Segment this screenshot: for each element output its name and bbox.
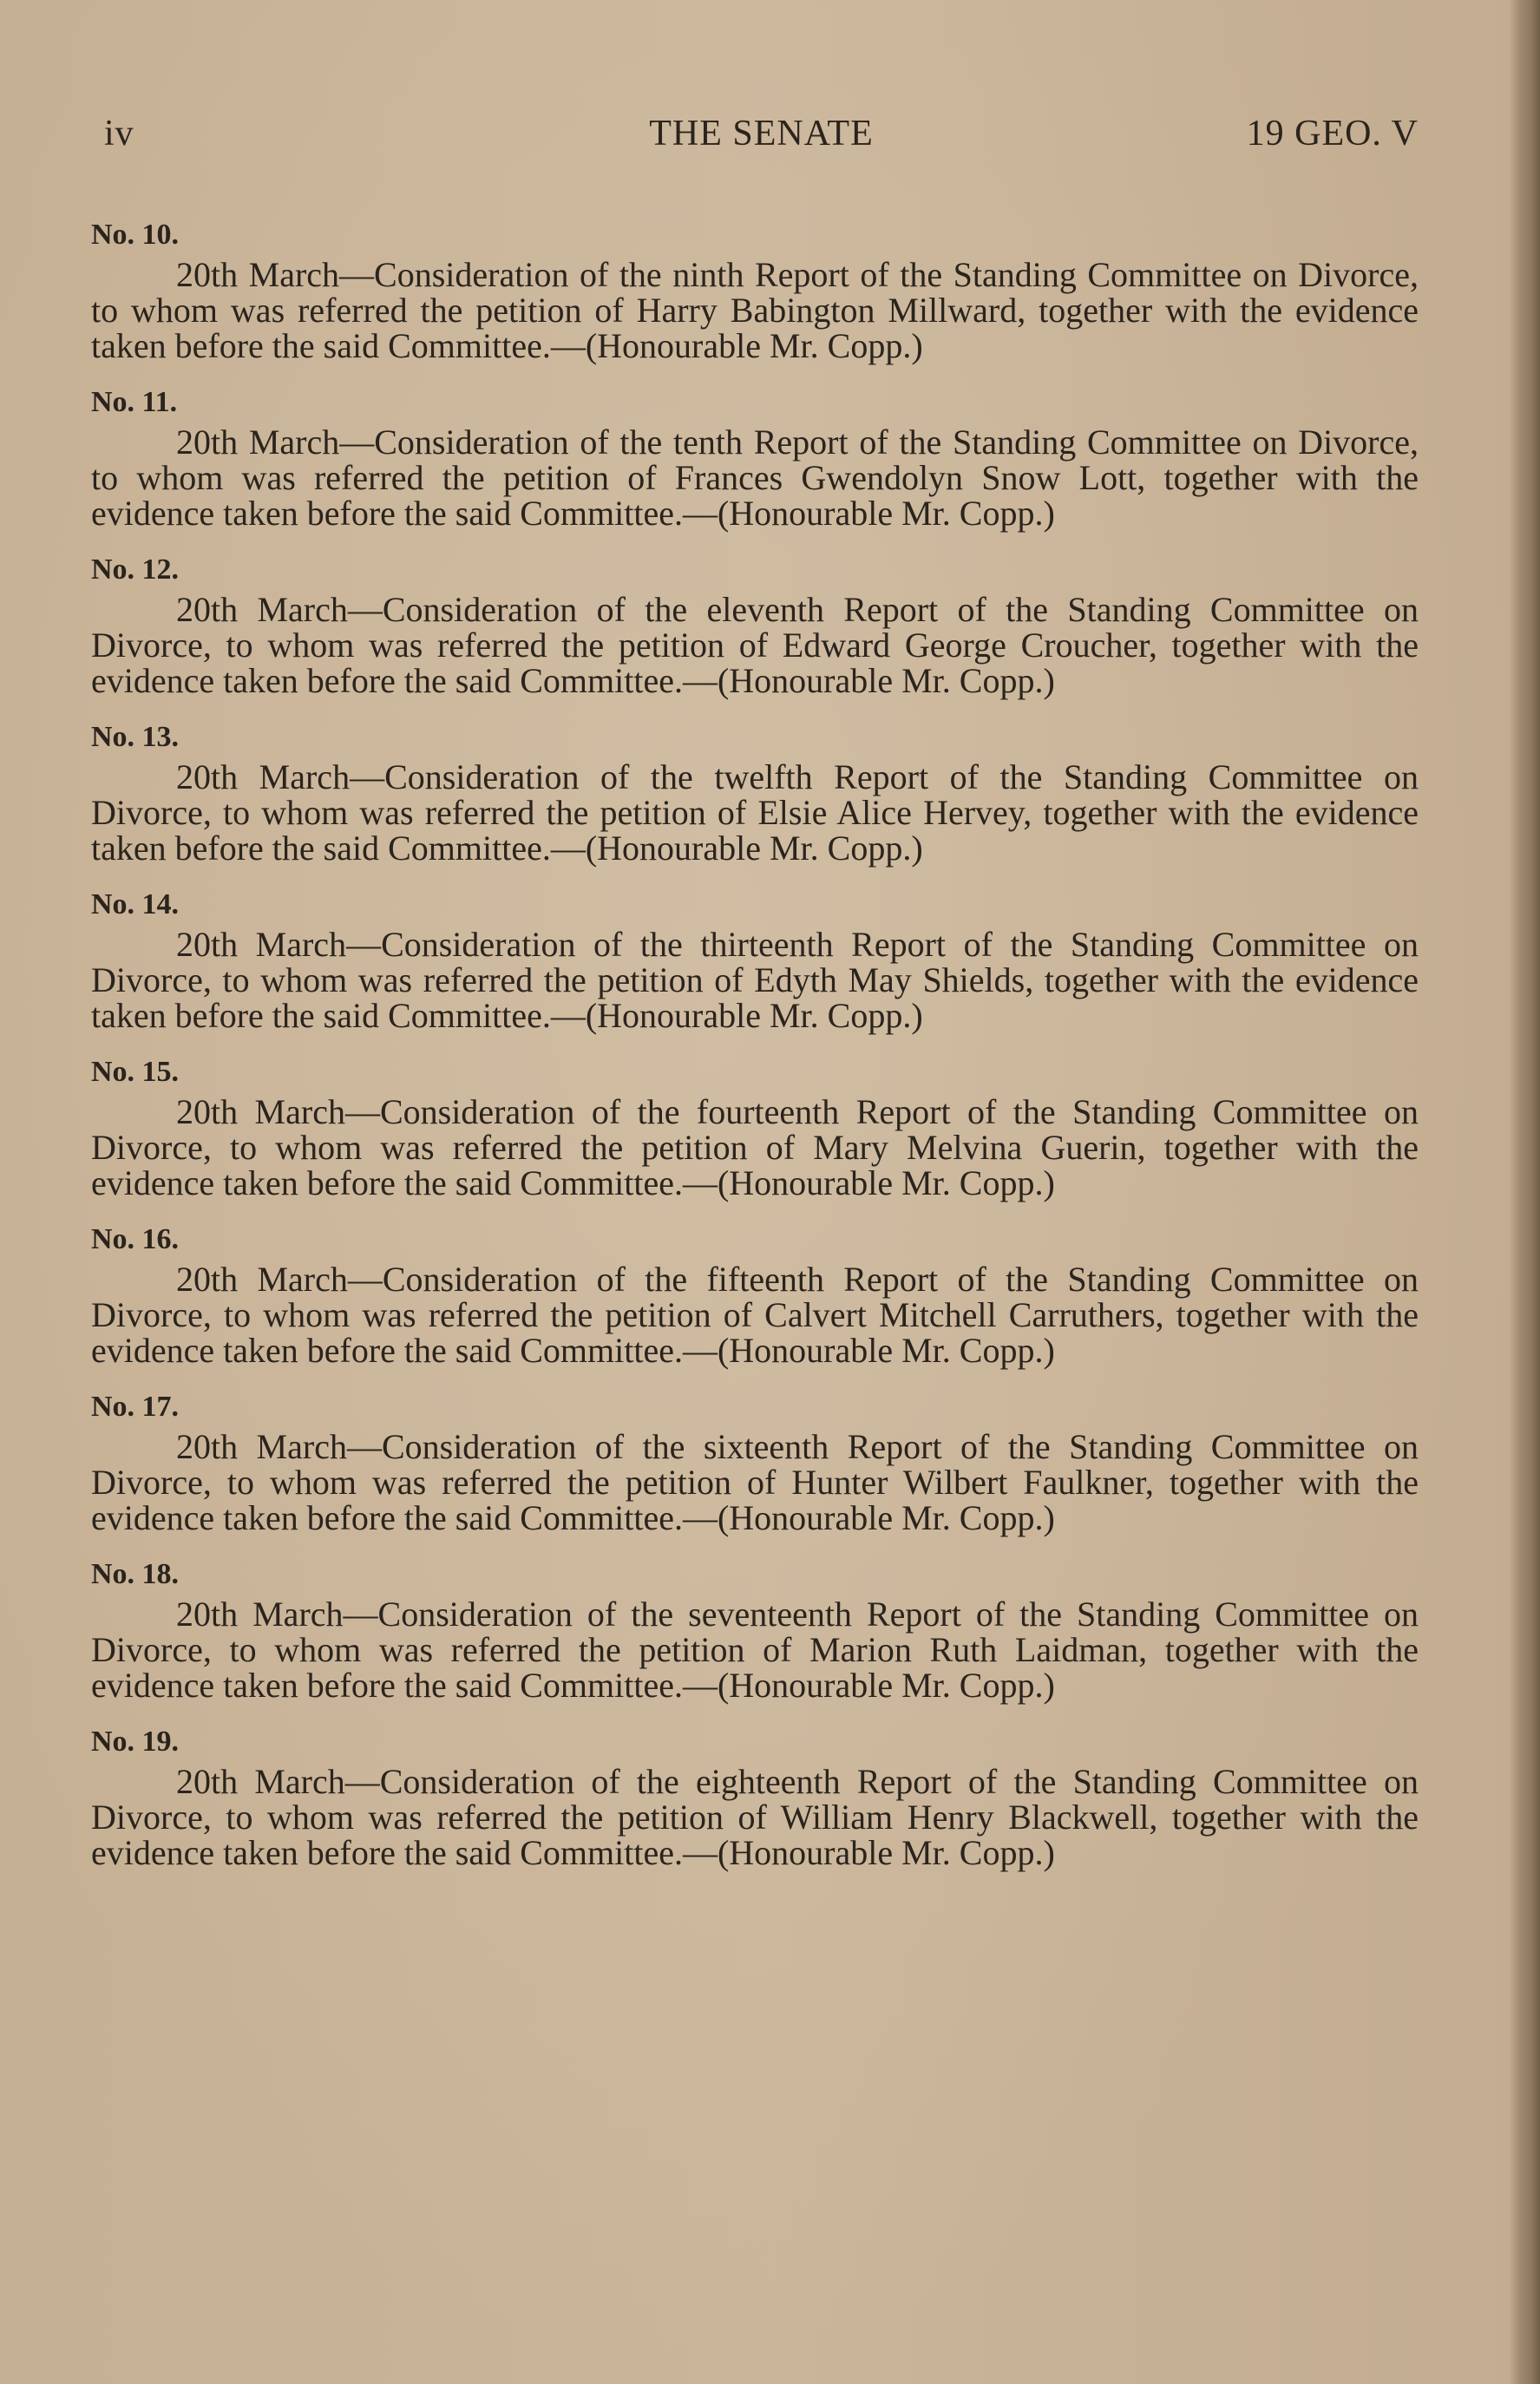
item-text: 20th March—Consideration of the eleventh Report of the Standing Committee on Divorce, to whom was referred the petition of Edward George Croucher, together with the evidence taken before the said Committee.—(Honourable Mr. Copp.) — [91, 590, 1419, 700]
item-number: No. 19. — [91, 1726, 180, 1758]
list-item — [91, 217, 1419, 363]
list-item — [91, 1389, 1419, 1536]
list-item — [91, 384, 1419, 531]
running-header — [104, 113, 1419, 165]
item-number: No. 12. — [91, 553, 180, 586]
item-text: 20th March—Consideration of the fourteenth Report of the Standing Committee on Divorce, to whom was referred the petition of Mary Melvina Guerin, together with the evidence taken before the said Committee.—(Honourable Mr. Copp.) — [91, 1092, 1419, 1202]
item-text: 20th March—Consideration of the sixteenth Report of the Standing Committee on Divorce, to whom was referred the petition of Hunter Wilbert Faulkner, together with the evidence taken before the said Committee.—(Honourable Mr. Copp.) — [91, 1427, 1419, 1537]
item-text: 20th March—Consideration of the eighteenth Report of the Standing Committee on Divorce, to whom was referred the petition of William Henry Blackwell, together with the evidence taken before the said Committee.—(Honourable Mr. Copp.) — [91, 1762, 1419, 1872]
list-item — [91, 552, 1419, 698]
item-number: No. 16. — [91, 1223, 180, 1255]
page-number: iv — [104, 114, 134, 154]
list-item — [91, 1054, 1419, 1201]
list-item — [91, 1556, 1419, 1703]
list-item — [91, 1724, 1419, 1870]
item-number: No. 15. — [91, 1056, 180, 1088]
item-text: 20th March—Consideration of the twelfth Report of the Standing Committee on Divorce, to whom was referred the petition of Elsie Alice Hervey, together with the evidence taken before the said Committee.—(Honourable Mr. Copp.) — [91, 757, 1419, 868]
item-text: 20th March—Consideration of the tenth Report of the Standing Committee on Divorce, to whom was referred the petition of Frances Gwendolyn Snow Lott, together with the evidence taken before the said Committee.—(Honourable Mr. Copp.) — [91, 422, 1419, 533]
list-item — [91, 887, 1419, 1033]
order-of-business-list — [91, 217, 1419, 1891]
item-text: 20th March—Consideration of the ninth Report of the Standing Committee on Divorce, to whom was referred the petition of Harry Babington Millward, together with the evidence taken before the said Committee.—(Honourable Mr. Copp.) — [91, 255, 1419, 365]
item-number: No. 11. — [91, 386, 178, 418]
item-number: No. 18. — [91, 1558, 180, 1590]
page-edge-shadow — [1509, 0, 1540, 2384]
running-title: THE SENATE — [649, 114, 874, 154]
item-number: No. 10. — [91, 219, 180, 251]
item-text: 20th March—Consideration of the seventeenth Report of the Standing Committee on Divorce, to whom was referred the petition of Marion Ruth Laidman, together with the evidence taken before the said Committee.—(Honourable Mr. Copp.) — [91, 1595, 1419, 1705]
list-item — [91, 1221, 1419, 1368]
item-text: 20th March—Consideration of the thirteenth Report of the Standing Committee on Divorce, to whom was referred the petition of Edyth May Shields, together with the evidence taken before the said Committee.—(Honourable Mr. Copp.) — [91, 925, 1419, 1035]
item-number: No. 13. — [91, 721, 180, 753]
regnal-year: 19 GEO. V — [1246, 114, 1419, 154]
item-text: 20th March—Consideration of the fifteenth Report of the Standing Committee on Divorce, to whom was referred the petition of Calvert Mitchell Carruthers, together with the evidence taken before the said Committee.—(Honourable Mr. Copp.) — [91, 1260, 1419, 1370]
item-number: No. 14. — [91, 888, 180, 920]
item-number: No. 17. — [91, 1391, 180, 1423]
list-item — [91, 719, 1419, 866]
